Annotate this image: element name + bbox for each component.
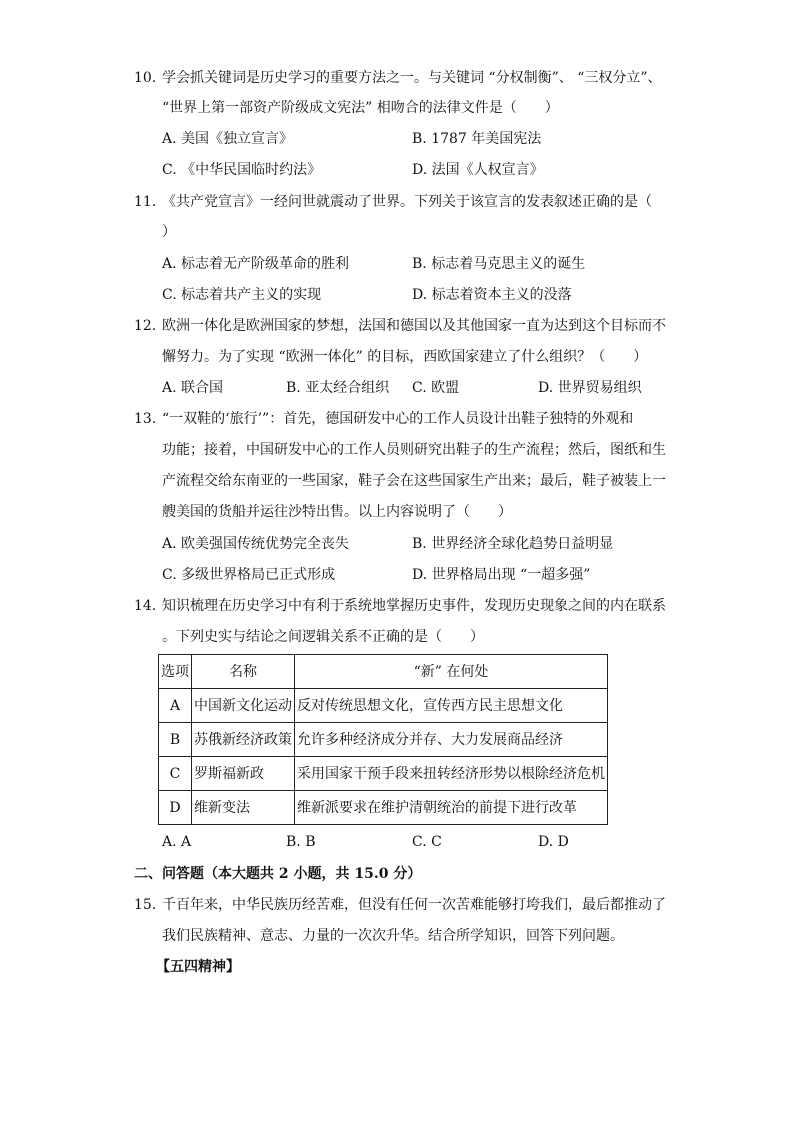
section-title: 二、问答题（本大题共 2 小题，共 15.0 分） <box>134 866 422 882</box>
option-a: A. 标志着无产阶级革命的胜利 <box>162 256 350 272</box>
question-text: 产流程交给东南亚的一些国家，鞋子会在这些国家生产出来；最后，鞋子被装上一 <box>162 473 666 489</box>
sub-heading: 【五四精神】 <box>156 959 240 975</box>
question-text: 懈努力。为了实现 “欧洲一体化” 的目标，西欧国家建立了什么组织？（ ） <box>162 349 648 365</box>
option-d: D. D <box>538 834 569 850</box>
table-cell: D <box>159 791 192 825</box>
table-cell: 罗斯福新政 <box>192 757 295 791</box>
option-c: C. C <box>412 834 442 850</box>
table-cell: 允许多种经济成分并存、大力发展商品经济 <box>295 723 608 757</box>
question-text: 欧洲一体化是欧洲国家的梦想，法国和德国以及其他国家一直为达到这个目标而不 <box>162 318 666 334</box>
question-number: 13. <box>134 411 157 427</box>
option-b: B. 亚太经合组织 <box>286 380 390 396</box>
option-b: B. 1787 年美国宪法 <box>412 131 542 147</box>
table-cell: A <box>159 689 192 723</box>
table-header-row <box>159 655 608 689</box>
option-a: A. 美国《独立宣言》 <box>162 131 294 147</box>
option-a: A. 欧美强国传统优势完全丧失 <box>162 536 350 552</box>
question-text: 。下列史实与结论之间逻辑关系不正确的是（ ） <box>162 629 484 645</box>
table-row <box>159 791 608 825</box>
question-number: 10. <box>134 70 157 86</box>
option-b: B. 世界经济全球化趋势日益明显 <box>412 536 614 552</box>
table-cell: 反对传统思想文化，宣传西方民主思想文化 <box>295 689 608 723</box>
comparison-table <box>158 654 608 825</box>
option-b: B. 标志着马克思主义的诞生 <box>412 256 586 272</box>
option-b: B. B <box>286 834 316 850</box>
question-text: 艘美国的货船并运往沙特出售。以上内容说明了（ ） <box>162 504 512 520</box>
table-cell: C <box>159 757 192 791</box>
option-c: C. 标志着共产主义的实现 <box>162 287 322 303</box>
table-cell: 中国新文化运动 <box>192 689 295 723</box>
table-row <box>159 757 608 791</box>
option-d: D. 标志着资本主义的没落 <box>412 287 572 303</box>
question-text: 《共产党宣言》一经问世就震动了世界。下列关于该宣言的发表叙述正确的是（ <box>162 194 652 210</box>
table-header: 名称 <box>192 655 295 689</box>
question-text: 千百年来，中华民族历经苦难，但没有任何一次苦难能够打垮我们，最后都推动了 <box>162 897 666 913</box>
question-text: ） <box>162 224 176 240</box>
option-d: D. 法国《人权宣言》 <box>412 162 544 178</box>
table-row <box>159 723 608 757</box>
option-d: D. 世界贸易组织 <box>538 380 642 396</box>
option-a: A. A <box>162 834 192 850</box>
question-text: 学会抓关键词是历史学习的重要方法之一。与关键词 “分权制衡”、 “三权分立”、 <box>162 70 662 86</box>
question-number: 15. <box>134 897 157 913</box>
question-text: 我们民族精神、意志、力量的一次次升华。结合所学知识，回答下列问题。 <box>162 928 624 944</box>
question-text: “一双鞋的‘旅行’”：首先，德国研发中心的工作人员设计出鞋子独特的外观和 <box>162 411 634 427</box>
table-cell: 维新派要求在维护清朝统治的前提下进行改革 <box>295 791 608 825</box>
option-d: D. 世界格局出现 “一超多强” <box>412 567 591 583</box>
option-c: C. 《中华民国临时约法》 <box>162 162 322 178</box>
table-header: 选项 <box>159 655 192 689</box>
question-number: 14. <box>134 598 157 614</box>
table-row <box>159 689 608 723</box>
option-c: C. 多级世界格局已正式形成 <box>162 567 336 583</box>
table-header: “新” 在何处 <box>295 655 608 689</box>
option-a: A. 联合国 <box>162 380 224 396</box>
option-c: C. 欧盟 <box>412 380 460 396</box>
table-cell: 采用国家干预手段来扭转经济形势以根除经济危机 <box>295 757 608 791</box>
table-cell: 苏俄新经济政策 <box>192 723 295 757</box>
question-text: 功能；接着，中国研发中心的工作人员则研究出鞋子的生产流程；然后，图纸和生 <box>162 442 666 458</box>
table-cell: B <box>159 723 192 757</box>
question-number: 12. <box>134 318 157 334</box>
question-number: 11. <box>134 194 157 210</box>
question-text: 知识梳理在历史学习中有利于系统地掌握历史事件，发现历史现象之间的内在联系 <box>162 598 666 614</box>
question-text: “世界上第一部资产阶级成文宪法” 相吻合的法律文件是（ ） <box>162 100 559 116</box>
table-cell: 维新变法 <box>192 791 295 825</box>
